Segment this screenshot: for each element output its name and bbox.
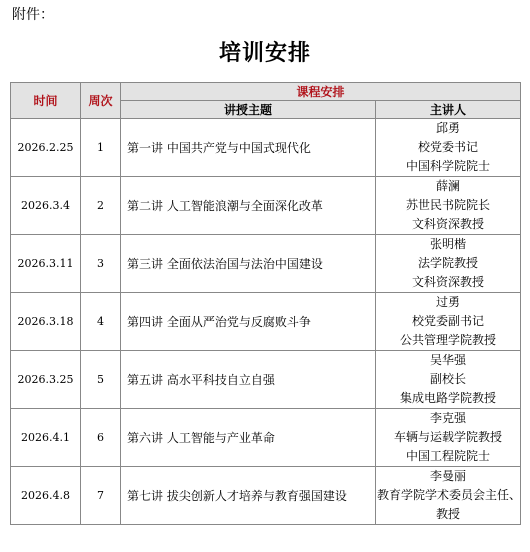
week-cell: 5	[81, 351, 121, 409]
speaker-cell	[376, 177, 521, 235]
topic-cell: 第一讲 中国共产党与中国式现代化	[121, 119, 376, 177]
date-cell: 2026.4.1	[11, 409, 81, 467]
topic-cell: 第三讲 全面依法治国与法治中国建设	[121, 235, 376, 293]
speaker-title: 校党委书记	[418, 140, 479, 154]
speaker-title: 教授	[436, 507, 461, 521]
date-cell: 2026.4.8	[11, 467, 81, 525]
speaker-cell	[376, 235, 521, 293]
speaker-cell	[376, 409, 521, 467]
speaker-title: 公共管理学院教授	[400, 333, 497, 347]
speaker-title: 法学院教授	[418, 256, 479, 270]
speaker-title: 中国科学院院士	[406, 159, 491, 173]
speaker-cell	[376, 467, 521, 525]
speaker-name: 邱勇	[436, 121, 461, 135]
topic-cell: 第五讲 高水平科技自立自强	[121, 351, 376, 409]
week-cell: 2	[81, 177, 121, 235]
speaker-title: 苏世民书院院长	[406, 198, 491, 212]
page-title: 培训安排	[218, 40, 311, 66]
date-cell: 2026.3.25	[11, 351, 81, 409]
speaker-name: 薛澜	[436, 179, 461, 193]
speaker-cell	[376, 351, 521, 409]
header-time: 时间	[11, 83, 81, 119]
speaker-cell	[376, 293, 521, 351]
speaker-name: 过勇	[436, 295, 461, 309]
date-cell: 2026.3.18	[11, 293, 81, 351]
week-cell: 6	[81, 409, 121, 467]
speaker-title: 中国工程院院士	[406, 449, 491, 463]
speaker-title: 车辆与运载学院教授	[394, 430, 503, 444]
week-cell: 7	[81, 467, 121, 525]
speaker-cell	[376, 119, 521, 177]
speaker-name: 李曼丽	[430, 469, 467, 483]
training-schedule-table	[10, 82, 521, 525]
speaker-title: 校党委副书记	[412, 314, 485, 328]
table-row	[11, 235, 521, 293]
table-row	[11, 119, 521, 177]
speaker-name: 李克强	[430, 411, 467, 425]
header-course: 课程安排	[121, 83, 521, 101]
attachment-label: 附件：	[12, 7, 54, 23]
table-row	[11, 177, 521, 235]
topic-cell: 第六讲 人工智能与产业革命	[121, 409, 376, 467]
table-row	[11, 409, 521, 467]
date-cell: 2026.3.4	[11, 177, 81, 235]
date-cell: 2026.3.11	[11, 235, 81, 293]
speaker-title: 文科资深教授	[412, 217, 485, 231]
week-cell: 3	[81, 235, 121, 293]
table-row	[11, 467, 521, 525]
date-cell: 2026.2.25	[11, 119, 81, 177]
topic-cell: 第四讲 全面从严治党与反腐败斗争	[121, 293, 376, 351]
speaker-title: 副校长	[430, 372, 467, 386]
speaker-name: 吴华强	[430, 353, 467, 367]
table-row	[11, 351, 521, 409]
header-week: 周次	[81, 83, 121, 119]
header-speaker: 主讲人	[376, 101, 521, 119]
table-row	[11, 293, 521, 351]
week-cell: 1	[81, 119, 121, 177]
speaker-title: 文科资深教授	[412, 275, 485, 289]
week-cell: 4	[81, 293, 121, 351]
topic-cell: 第二讲 人工智能浪潮与全面深化改革	[121, 177, 376, 235]
speaker-name: 张明楷	[430, 237, 467, 251]
speaker-title: 集成电路学院教授	[400, 391, 497, 405]
header-topic: 讲授主题	[121, 101, 376, 119]
speaker-title: 教育学院学术委员会主任、	[377, 488, 522, 502]
topic-cell: 第七讲 拔尖创新人才培养与教育强国建设	[121, 467, 376, 525]
